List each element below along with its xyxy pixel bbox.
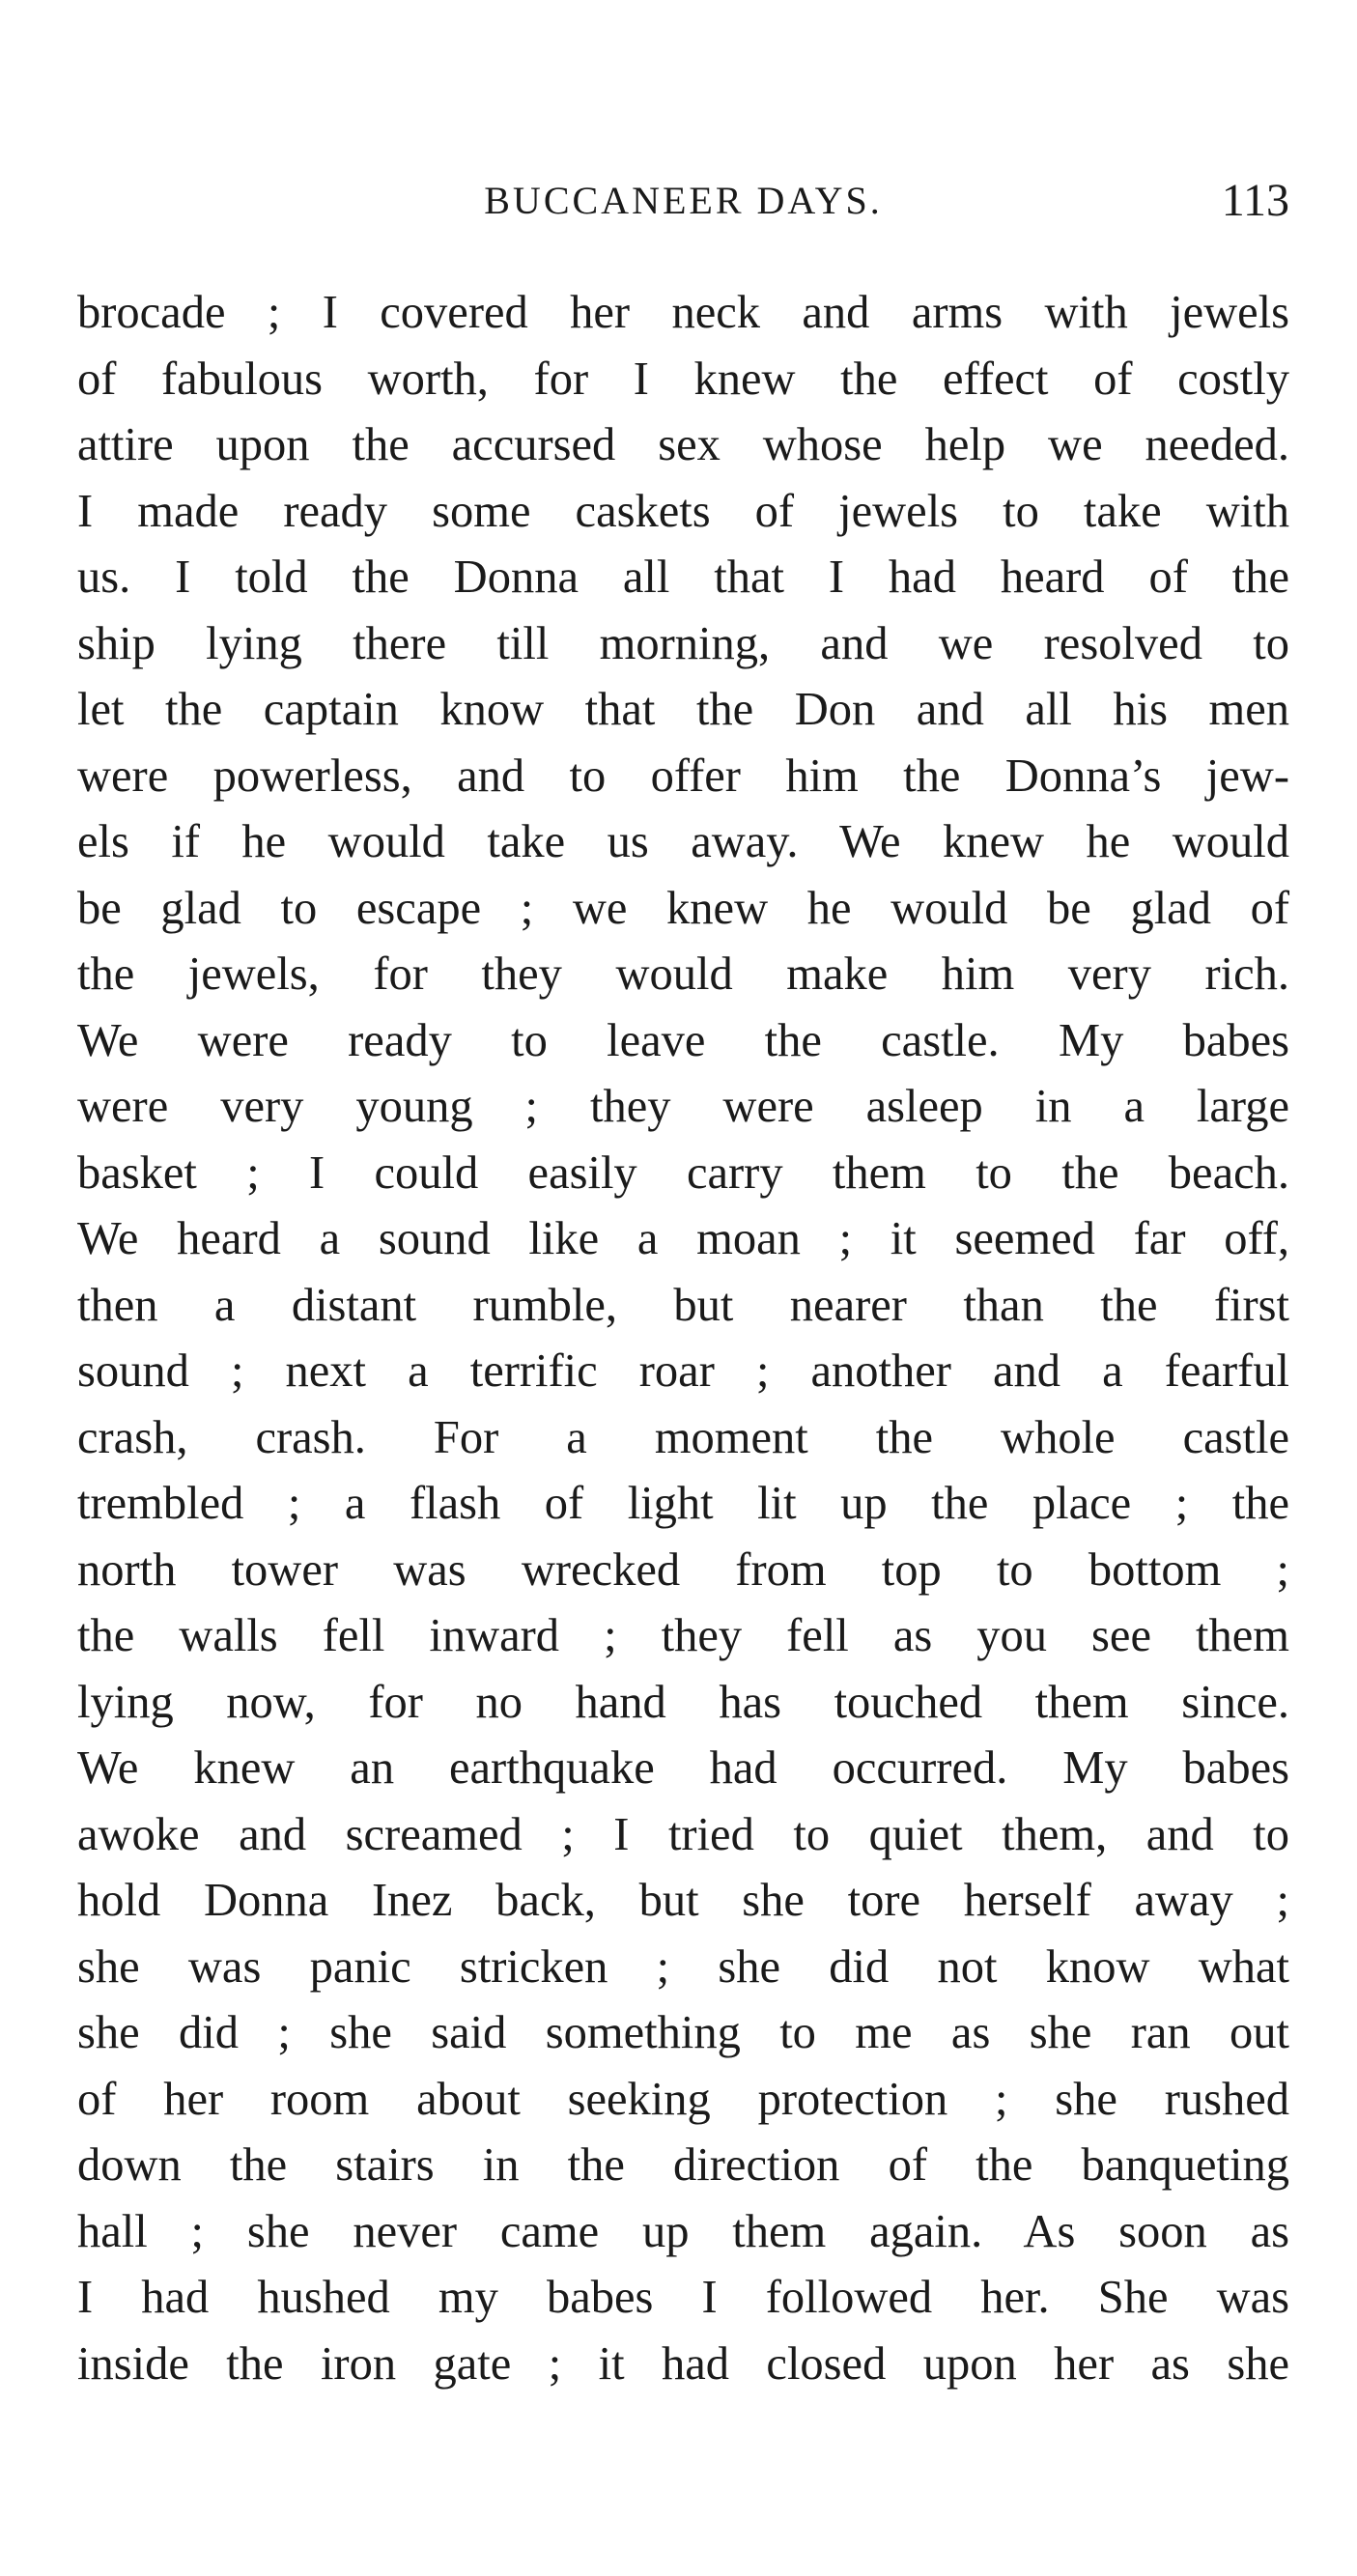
- text-line: attire upon the accursed sex whose help we needed.: [77, 419, 1289, 470]
- running-header: [77, 172, 1289, 230]
- text-line: ship lying there till morning, and we resolved to: [77, 617, 1289, 669]
- text-line: We were ready to leave the castle. My babes: [77, 1014, 1289, 1066]
- text-line: lying now, for no hand has touched them since.: [77, 1676, 1289, 1728]
- text-line: We knew an earthquake had occurred. My babes: [77, 1742, 1289, 1794]
- text-line: hold Donna Inez back, but she tore herself away ;: [77, 1875, 1289, 1926]
- text-line: were powerless, and to offer him the Donna’s jew-: [77, 750, 1289, 802]
- text-line: crash, crash. For a moment the whole castle: [77, 1411, 1289, 1463]
- text-line: the jewels, for they would make him very rich.: [77, 948, 1289, 1000]
- text-line: be glad to escape ; we knew he would be glad of: [77, 882, 1289, 934]
- text-line: inside the iron gate ; it had closed upon her as she: [77, 2337, 1289, 2390]
- text-line: north tower was wrecked from top to bottom ;: [77, 1543, 1289, 1596]
- text-line: of her room about seeking protection ; she rushed: [77, 2073, 1289, 2125]
- text-line: brocade ; I covered her neck and arms with jewels: [77, 287, 1289, 338]
- text-line: of fabulous worth, for I knew the effect of costly: [77, 353, 1289, 405]
- text-line: hall ; she never came up them again. As soon as: [77, 2205, 1289, 2257]
- running-title: BUCCANEER DAYS.: [484, 179, 883, 222]
- text-line: trembled ; a flash of light lit up the place ; the: [77, 1478, 1289, 1529]
- text-line: basket ; I could easily carry them to the beach.: [77, 1146, 1289, 1199]
- text-line: down the stairs in the direction of the banqueting: [77, 2139, 1289, 2191]
- text-line: the walls fell inward ; they fell as you see them: [77, 1610, 1289, 1661]
- text-line: We heard a sound like a moan ; it seemed far off,: [77, 1213, 1289, 1264]
- text-line: us. I told the Donna all that I had heard of the: [77, 552, 1289, 603]
- text-line: I had hushed my babes I followed her. She was: [77, 2272, 1289, 2323]
- text-line: sound ; next a terrific roar ; another and a fearful: [77, 1345, 1289, 1397]
- text-line: were very young ; they were asleep in a large: [77, 1081, 1289, 1132]
- text-line: I made ready some caskets of jewels to take with: [77, 485, 1289, 537]
- body-text: [77, 280, 1289, 2397]
- text-line: she did ; she said something to me as she ran out: [77, 2007, 1289, 2058]
- text-line: awoke and screamed ; I tried to quiet them, and to: [77, 1808, 1289, 1860]
- page-number: 113: [1221, 175, 1289, 226]
- text-line: then a distant rumble, but nearer than the first: [77, 1279, 1289, 1331]
- text-line: she was panic stricken ; she did not know what: [77, 1940, 1289, 1993]
- text-line: let the captain know that the Don and all his men: [77, 684, 1289, 735]
- text-line: els if he would take us away. We knew he would: [77, 816, 1289, 867]
